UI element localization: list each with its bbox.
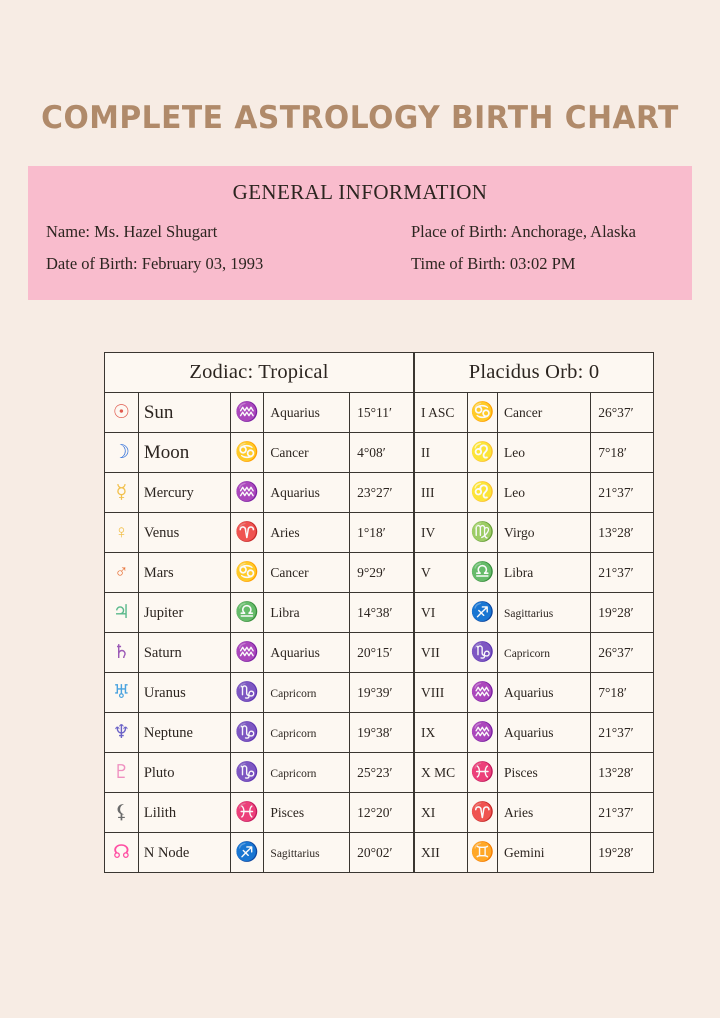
house-row — [415, 633, 654, 673]
house-degree-cell: 13°28′ — [591, 513, 654, 553]
zodiac-sign-icon: ♋ — [230, 433, 264, 473]
house-label-cell: III — [415, 473, 468, 513]
planet-sign-cell: Capricorn — [264, 753, 350, 793]
planet-sign-cell: Sagittarius — [264, 833, 350, 873]
house-sign-cell: Gemini — [498, 833, 591, 873]
house-degree-cell: 21°37′ — [591, 553, 654, 593]
house-table-header: Placidus Orb: 0 — [415, 353, 654, 393]
planet-degree-cell: 4°08′ — [350, 433, 414, 473]
planet-name-cell: Neptune — [138, 713, 230, 753]
zodiac-sign-icon: ♑ — [230, 713, 264, 753]
planet-glyph-n-node — [105, 833, 139, 873]
house-row — [415, 673, 654, 713]
house-label-cell: VII — [415, 633, 468, 673]
planet-row — [105, 753, 414, 793]
house-degree-cell: 19°28′ — [591, 593, 654, 633]
planet-sign-cell: Cancer — [264, 553, 350, 593]
house-degree-cell: 7°18′ — [591, 673, 654, 713]
zodiac-sign-icon: ♍ — [467, 513, 497, 553]
planet-degree-cell: 12°20′ — [350, 793, 414, 833]
house-label-cell: IV — [415, 513, 468, 553]
house-degree-cell: 26°37′ — [591, 633, 654, 673]
zodiac-sign-icon: ♑ — [230, 753, 264, 793]
house-sign-cell: Capricorn — [498, 633, 591, 673]
planet-degree-cell: 20°15′ — [350, 633, 414, 673]
house-label-cell: XII — [415, 833, 468, 873]
page-title: COMPLETE ASTROLOGY BIRTH CHART — [41, 100, 679, 136]
planet-symbol-icon: ♀ — [114, 521, 129, 543]
planet-row — [105, 393, 414, 433]
planet-name-cell: Mercury — [138, 473, 230, 513]
planet-row — [105, 633, 414, 673]
planet-degree-cell: 20°02′ — [350, 833, 414, 873]
planet-glyph-neptune — [105, 713, 139, 753]
house-row — [415, 753, 654, 793]
general-information-fields — [28, 205, 692, 276]
planet-symbol-icon: ♂ — [114, 561, 129, 583]
zodiac-sign-icon: ♌ — [467, 473, 497, 513]
zodiac-sign-icon: ♋ — [230, 553, 264, 593]
house-row — [415, 833, 654, 873]
place-of-birth-field: Place of Birth: Anchorage, Alaska — [411, 222, 636, 241]
house-sign-cell: Virgo — [498, 513, 591, 553]
house-degree-cell: 21°37′ — [591, 473, 654, 513]
planet-degree-cell: 9°29′ — [350, 553, 414, 593]
house-sign-cell: Cancer — [498, 393, 591, 433]
planet-name-cell: Sun — [138, 393, 230, 433]
planet-row — [105, 833, 414, 873]
house-label-cell: IX — [415, 713, 468, 753]
house-sign-cell: Leo — [498, 473, 591, 513]
planet-name-cell: Jupiter — [138, 593, 230, 633]
planet-symbol-icon: ⚸ — [114, 801, 129, 823]
house-sign-cell: Pisces — [498, 753, 591, 793]
planet-glyph-lilith — [105, 793, 139, 833]
planet-symbol-icon: ♅ — [112, 681, 130, 703]
house-label-cell: VIII — [415, 673, 468, 713]
planet-sign-cell: Cancer — [264, 433, 350, 473]
zodiac-sign-icon: ♒ — [467, 673, 497, 713]
planet-symbol-icon: ☽ — [112, 441, 130, 463]
zodiac-sign-icon: ♑ — [467, 633, 497, 673]
planet-symbol-icon: ♄ — [112, 641, 130, 663]
planet-name-cell: Venus — [138, 513, 230, 553]
zodiac-sign-icon: ♈ — [230, 513, 264, 553]
house-sign-cell: Aquarius — [498, 673, 591, 713]
planet-degree-cell: 19°39′ — [350, 673, 414, 713]
planet-glyph-sun — [105, 393, 139, 433]
house-label-cell: I ASC — [415, 393, 468, 433]
planet-table-header: Zodiac: Tropical — [105, 353, 414, 393]
planet-name-cell: Moon — [138, 433, 230, 473]
planet-row — [105, 513, 414, 553]
zodiac-sign-icon: ♐ — [467, 593, 497, 633]
house-degree-cell: 19°28′ — [591, 833, 654, 873]
house-row — [415, 713, 654, 753]
zodiac-sign-icon: ♓ — [230, 793, 264, 833]
zodiac-sign-icon: ♒ — [467, 713, 497, 753]
planet-row — [105, 593, 414, 633]
zodiac-sign-icon: ♎ — [230, 593, 264, 633]
planet-degree-cell: 25°23′ — [350, 753, 414, 793]
planet-sign-cell: Libra — [264, 593, 350, 633]
date-of-birth-field: Date of Birth: February 03, 1993 — [46, 254, 264, 274]
planet-name-cell: Pluto — [138, 753, 230, 793]
planet-sign-cell: Aquarius — [264, 393, 350, 433]
house-label-cell: II — [415, 433, 468, 473]
house-row — [415, 793, 654, 833]
planet-degree-cell: 23°27′ — [350, 473, 414, 513]
house-degree-cell: 21°37′ — [591, 713, 654, 753]
zodiac-sign-icon: ♈ — [467, 793, 497, 833]
general-information-heading: GENERAL INFORMATION — [232, 180, 488, 204]
planet-symbol-icon: ♃ — [112, 601, 130, 623]
house-degree-cell: 26°37′ — [591, 393, 654, 433]
house-label-cell: XI — [415, 793, 468, 833]
house-degree-cell: 13°28′ — [591, 753, 654, 793]
house-row — [415, 393, 654, 433]
zodiac-sign-icon: ♒ — [230, 473, 264, 513]
planet-sign-cell: Aries — [264, 513, 350, 553]
zodiac-sign-icon: ♋ — [467, 393, 497, 433]
house-cusps-table — [414, 352, 654, 873]
house-degree-cell: 21°37′ — [591, 793, 654, 833]
planet-sign-cell: Capricorn — [264, 673, 350, 713]
house-sign-cell: Aries — [498, 793, 591, 833]
planet-row — [105, 553, 414, 593]
zodiac-sign-icon: ♎ — [467, 553, 497, 593]
name-field: Name: Ms. Hazel Shugart — [46, 222, 218, 241]
planet-name-cell: N Node — [138, 833, 230, 873]
planet-glyph-venus — [105, 513, 139, 553]
zodiac-sign-icon: ♊ — [467, 833, 497, 873]
planet-name-cell: Lilith — [138, 793, 230, 833]
house-label-cell: VI — [415, 593, 468, 633]
planet-degree-cell: 14°38′ — [350, 593, 414, 633]
house-row — [415, 433, 654, 473]
zodiac-sign-icon: ♑ — [230, 673, 264, 713]
planet-sign-cell: Aquarius — [264, 633, 350, 673]
zodiac-sign-icon: ♐ — [230, 833, 264, 873]
planet-glyph-mars — [105, 553, 139, 593]
chart-tables — [104, 352, 654, 873]
planet-glyph-mercury — [105, 473, 139, 513]
planet-symbol-icon: ♆ — [112, 721, 130, 743]
house-sign-cell: Libra — [498, 553, 591, 593]
planet-degree-cell: 1°18′ — [350, 513, 414, 553]
planet-name-cell: Uranus — [138, 673, 230, 713]
planet-glyph-pluto — [105, 753, 139, 793]
planet-row — [105, 673, 414, 713]
planet-glyph-jupiter — [105, 593, 139, 633]
zodiac-sign-icon: ♓ — [467, 753, 497, 793]
time-of-birth-field: Time of Birth: 03:02 PM — [411, 254, 576, 274]
house-row — [415, 593, 654, 633]
zodiac-sign-icon: ♒ — [230, 633, 264, 673]
house-sign-cell: Leo — [498, 433, 591, 473]
planet-degree-cell: 19°38′ — [350, 713, 414, 753]
house-label-cell: V — [415, 553, 468, 593]
planet-row — [105, 433, 414, 473]
planet-sign-cell: Pisces — [264, 793, 350, 833]
house-row — [415, 513, 654, 553]
planet-glyph-uranus — [105, 673, 139, 713]
house-degree-cell: 7°18′ — [591, 433, 654, 473]
planet-symbol-icon: ☊ — [112, 841, 130, 863]
planet-symbol-icon: ♇ — [112, 761, 130, 783]
house-sign-cell: Sagittarius — [498, 593, 591, 633]
planet-symbol-icon: ☿ — [115, 481, 128, 503]
planet-row — [105, 793, 414, 833]
planet-row — [105, 713, 414, 753]
planet-degree-cell: 15°11′ — [350, 393, 414, 433]
planet-name-cell: Mars — [138, 553, 230, 593]
planet-sign-cell: Capricorn — [264, 713, 350, 753]
house-row — [415, 473, 654, 513]
planet-glyph-saturn — [105, 633, 139, 673]
planet-name-cell: Saturn — [138, 633, 230, 673]
zodiac-sign-icon: ♌ — [467, 433, 497, 473]
planet-sign-cell: Aquarius — [264, 473, 350, 513]
zodiac-sign-icon: ♒ — [230, 393, 264, 433]
planet-row — [105, 473, 414, 513]
planet-positions-table — [104, 352, 414, 873]
general-information-panel — [28, 166, 692, 300]
planet-symbol-icon: ☉ — [112, 401, 130, 423]
planet-glyph-moon — [105, 433, 139, 473]
house-sign-cell: Aquarius — [498, 713, 591, 753]
house-row — [415, 553, 654, 593]
house-label-cell: X MC — [415, 753, 468, 793]
